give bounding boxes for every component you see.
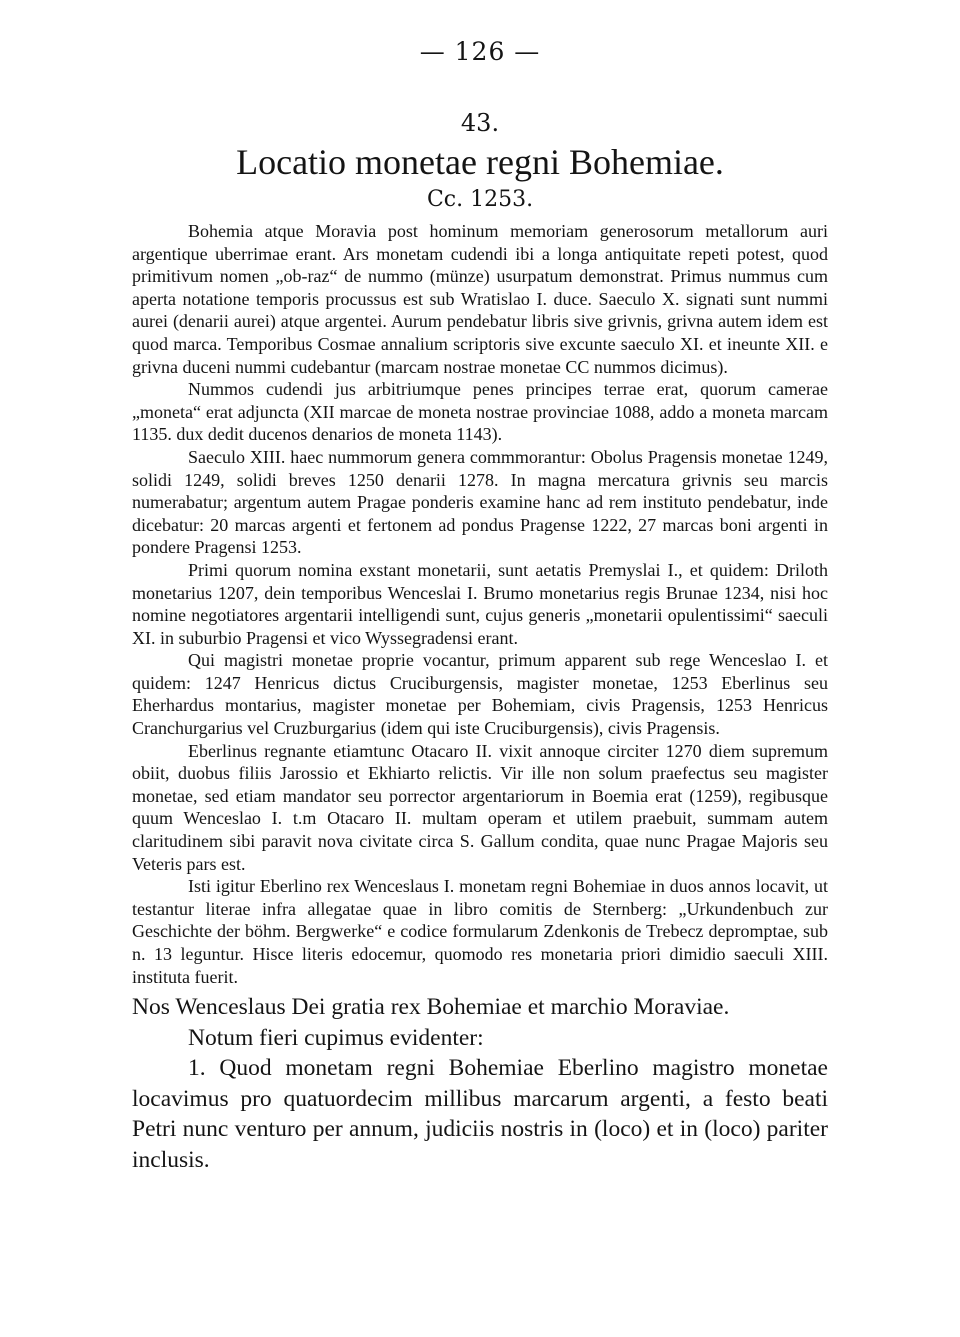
document-date: Cc. 1253. bbox=[426, 187, 534, 212]
document-page bbox=[132, 36, 828, 1175]
charter-article-1: 1. Quod monetam regni Bohemiae Eberlino magistro monetae locavimus pro quatuordecim millibus marcarum argenti, a festo beati Petri nunc venturo per annum, judiciis nostris in (loco) et in (loco) pariter inclusis. bbox=[132, 1055, 828, 1173]
intro-paragraph: Qui magistri monetae proprie vocantur, primum apparent sub rege Wenceslao I. et quidem: 1247 Henricus dictus Cruciburgensis, magister monetae, 1253 Eberlinus seu Eherhardus montarius, magister monetae per Bohemiam, civis Pragensis, 1253 Henricus Cranchurgarius vel Cruzburgarius (idem qui iste Cruciburgensis), civis Pragensis. bbox=[132, 650, 828, 739]
document-title: Locatio monetae regni Bohemiae. bbox=[236, 142, 724, 182]
charter-text bbox=[132, 992, 828, 1175]
intro-paragraph: Primi quorum nomina exstant monetarii, sunt aetatis Premyslai I., et quidem: Driloth monetarius 1207, dein temporibus Wenceslai I. Brumo monetarius regis Brunae 1234, nisi hoc nomine negotiatores argentarii intelligendi sunt, cujus generis „monetarii opulentissimi“ saeculi XI. in suburbio Pragensi et vico Wyssegradensi erant. bbox=[132, 559, 828, 648]
charter-opening: Nos Wenceslaus Dei gratia rex Bohemiae et marchio Moraviae. bbox=[132, 994, 730, 1021]
page-number: — 126 — bbox=[419, 37, 541, 66]
intro-paragraph: Nummos cudendi jus arbitriumque penes principes terrae erat, quorum camerae „moneta“ erat adjuncta (XII marcae de moneta nostrae provinciae 1088, addo a moneta marcam 1135. dux dedit ducenos denarios de moneta 1143). bbox=[132, 379, 828, 445]
charter-salutation: Notum fieri cupimus evidenter: bbox=[188, 1024, 484, 1051]
introduction bbox=[132, 220, 828, 988]
intro-paragraph: Eberlinus regnante etiamtunc Otacaro II. vixit annoque circiter 1270 diem supremum obiit, duobus filiis Jarossio et Ekhiarto relictis. Vir ille non solum praefectus seu magister monetae, sed etiam mandator seu porrector argentariorum in Boemia erat (1259), regibusque quum Wenceslao I. t.m Otacaro II. multam operam et utilem praebuit, summam autem claritudinem sibi paravit nova civitate circa S. Gallum condita, quae nunc Pragae Majoris seu Veteris pars est. bbox=[132, 740, 828, 874]
intro-paragraph: Isti igitur Eberlino rex Wenceslaus I. monetam regni Bohemiae in duos annos locavit, ut testantur literae infra allegatae quae in libro comitis de Sternberg: „Urkundenbuch zur Geschichte der böhm. Bergwerke“ e codice formularum Zdenkonis de Trebecz depromptae, sub n. 13 leguntur. Hisce literis edocemur, quomodo res monetaria priori dimidio saeculi XIII. instituta fuerit. bbox=[132, 876, 828, 987]
intro-paragraph: Saeculo XIII. haec nummorum genera commmorantur: Obolus Pragensis monetae 1249, solidi 1249, solidi breves 1250 denarii 1278. In magna mercatura grivnis seu marcis numerabatur; argentum autem Pragae ponderis examine hanc ad rem instituto pendebatur, inde dicebatur: 20 marcas argenti et fertonem ad pondus Pragense 1222, 27 marcas boni argenti in pondere Pragensi 1253. bbox=[132, 446, 828, 558]
document-number: 43. bbox=[460, 109, 500, 137]
intro-paragraph: Bohemia atque Moravia post hominum memoriam generosorum metallorum auri argentique uberrimae erant. Ars monetam cudendi ibi a longa antiquitate repeti potest, quod primitivum nomen „ob-raz“ de nummo (münze) usurpatum demonstrat. Primus nummus cum aperta notatione temporis procussus est sub Wratislao I. duce. Saeculo X. signati sunt nummi aurei (denarii aurei) atque argentei. Aurum pendebatur libris sive grivnis, grivna autem idem est quod marca. Temporibus Cosmae annalium scriptoris sive excunte saeculo XI. et ineunte XII. e grivna duceni nummi cudebantur (marcam nostrae monetae CC nummos dicimus). bbox=[132, 221, 828, 377]
